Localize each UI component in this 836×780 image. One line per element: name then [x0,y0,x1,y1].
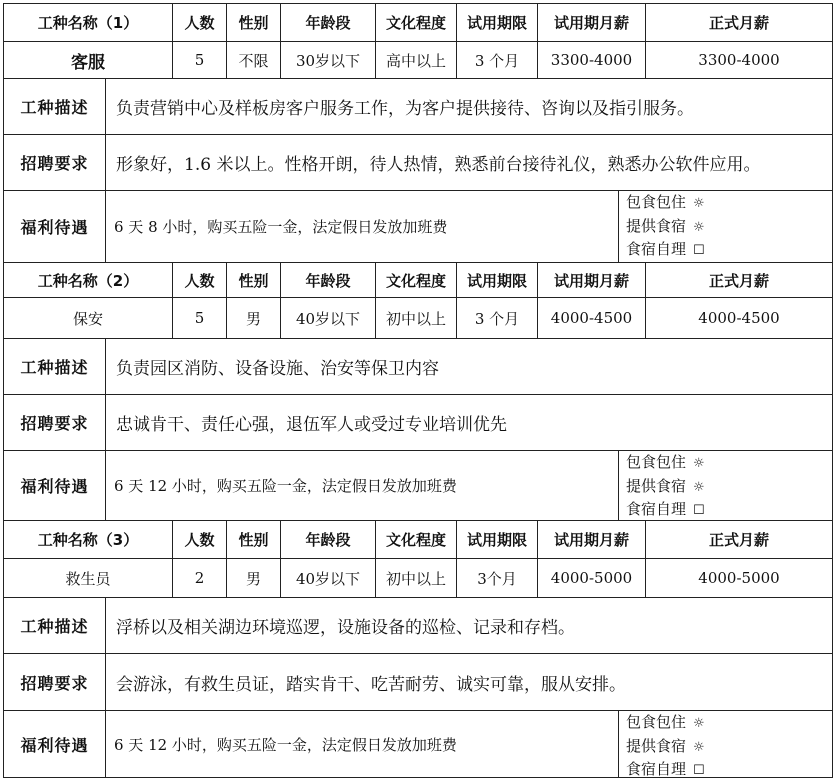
headcount-value: 2 [172,558,227,598]
requirements-label: 招聘要求 [3,134,106,191]
header-probation: 试用期限 [456,520,538,559]
benefits-text: 6 天 12 小时，购买五险一金，法定假日发放加班费 [105,710,619,778]
description-text: 浮桥以及相关湖边环境巡逻，设施设备的巡检、记录和存档。 [105,597,833,654]
header-probation: 试用期限 [456,262,538,298]
benefit-option [626,758,832,778]
benefit-option [626,475,832,499]
salary-value: 4000-4500 [645,297,833,339]
job-block-3 [0,520,836,778]
benefit-option [626,498,832,521]
benefit-option [626,451,832,475]
description-text: 负责营销中心及样板房客户服务工作，为客户提供接待、咨询以及指引服务。 [105,78,833,135]
header-education: 文化程度 [375,520,457,559]
requirements-text: 会游泳，有救生员证，踏实肯干、吃苦耐劳、诚实可靠，服从安排。 [105,653,833,711]
benefits-row [0,190,836,263]
sun-symbol-icon: ☼ [693,716,705,731]
benefits-label: 福利待遇 [3,450,106,521]
sun-symbol-icon: ☼ [693,219,705,235]
header-age: 年龄段 [280,520,376,559]
age-value: 40岁以下 [280,558,376,598]
requirements-row [0,653,836,711]
header-probation-salary: 试用期月薪 [537,3,646,42]
header-salary: 正式月薪 [645,3,833,42]
benefit-option [626,191,832,215]
header-job-title: 工种名称（1） [3,3,173,42]
header-headcount: 人数 [172,3,227,42]
header-row [0,3,836,42]
probation-value: 3 个月 [456,297,538,339]
benefit-option [626,735,832,759]
header-job-title: 工种名称（3） [3,520,173,559]
salary-value: 4000-5000 [645,558,833,598]
value-row [0,297,836,339]
headcount-value: 5 [172,41,227,79]
header-salary: 正式月薪 [645,520,833,559]
age-value: 40岁以下 [280,297,376,339]
sun-symbol-icon: ☼ [693,456,705,471]
header-gender: 性别 [226,262,281,298]
option-label: 包食包住 [626,193,687,211]
option-label: 提供食宿 [626,216,687,235]
header-row [0,262,836,298]
probation-salary-value: 4000-4500 [537,297,646,339]
value-row [0,558,836,598]
probation-value: 3 个月 [456,41,538,79]
option-label: 提供食宿 [626,476,687,495]
description-row [0,338,836,395]
option-label: 食宿自理 [626,240,687,258]
option-label: 包食包住 [626,453,687,471]
age-value: 30岁以下 [280,41,376,79]
benefit-option [626,238,832,262]
option-label: 包食包住 [626,713,687,731]
requirements-label: 招聘要求 [3,653,106,711]
header-probation-salary: 试用期月薪 [537,520,646,559]
sun-symbol-icon: ☼ [693,196,705,211]
empty-checkbox-icon: ☐ [693,763,705,778]
empty-checkbox-icon: ☐ [693,243,705,258]
benefits-text: 6 天 8 小时，购买五险一金，法定假日发放加班费 [105,190,619,263]
description-row [0,78,836,135]
header-probation: 试用期限 [456,3,538,42]
requirements-text: 形象好，1.6 米以上。性格开朗，待人热情，熟悉前台接待礼仪，熟悉办公软件应用。 [105,134,833,191]
gender-value: 男 [226,297,281,339]
empty-checkbox-icon: ☐ [693,503,705,518]
header-gender: 性别 [226,520,281,559]
description-label: 工种描述 [3,78,106,135]
option-label: 食宿自理 [626,760,687,778]
benefit-options [618,450,833,521]
benefit-option [626,215,832,239]
probation-value: 3个月 [456,558,538,598]
benefit-option [626,711,832,735]
headcount-value: 5 [172,297,227,339]
sun-symbol-icon: ☼ [693,479,705,495]
requirements-row [0,394,836,451]
education-value: 初中以上 [375,558,457,598]
gender-value: 男 [226,558,281,598]
job-title-value: 客服 [3,41,173,79]
header-education: 文化程度 [375,3,457,42]
benefit-options [618,190,833,263]
requirements-label: 招聘要求 [3,394,106,451]
option-label: 提供食宿 [626,736,687,755]
header-age: 年龄段 [280,3,376,42]
requirements-text: 忠诚肯干、责任心强，退伍军人或受过专业培训优先 [105,394,833,451]
header-age: 年龄段 [280,262,376,298]
description-row [0,597,836,654]
requirements-row [0,134,836,191]
description-text: 负责园区消防、设备设施、治安等保卫内容 [105,338,833,395]
job-block-1 [0,3,836,263]
header-headcount: 人数 [172,520,227,559]
job-title-value: 救生员 [3,558,173,598]
probation-salary-value: 3300-4000 [537,41,646,79]
education-value: 初中以上 [375,297,457,339]
option-label: 食宿自理 [626,500,687,518]
header-headcount: 人数 [172,262,227,298]
header-probation-salary: 试用期月薪 [537,262,646,298]
header-gender: 性别 [226,3,281,42]
header-salary: 正式月薪 [645,262,833,298]
salary-value: 3300-4000 [645,41,833,79]
job-block-2 [0,262,836,521]
sun-symbol-icon: ☼ [693,739,705,755]
header-job-title: 工种名称（2） [3,262,173,298]
education-value: 高中以上 [375,41,457,79]
gender-value: 不限 [226,41,281,79]
job-title-value: 保安 [3,297,173,339]
header-education: 文化程度 [375,262,457,298]
benefits-text: 6 天 12 小时，购买五险一金，法定假日发放加班费 [105,450,619,521]
benefits-label: 福利待遇 [3,710,106,778]
benefits-label: 福利待遇 [3,190,106,263]
benefits-row [0,710,836,778]
benefits-row [0,450,836,521]
value-row [0,41,836,79]
header-row [0,520,836,559]
probation-salary-value: 4000-5000 [537,558,646,598]
description-label: 工种描述 [3,338,106,395]
benefit-options [618,710,833,778]
description-label: 工种描述 [3,597,106,654]
